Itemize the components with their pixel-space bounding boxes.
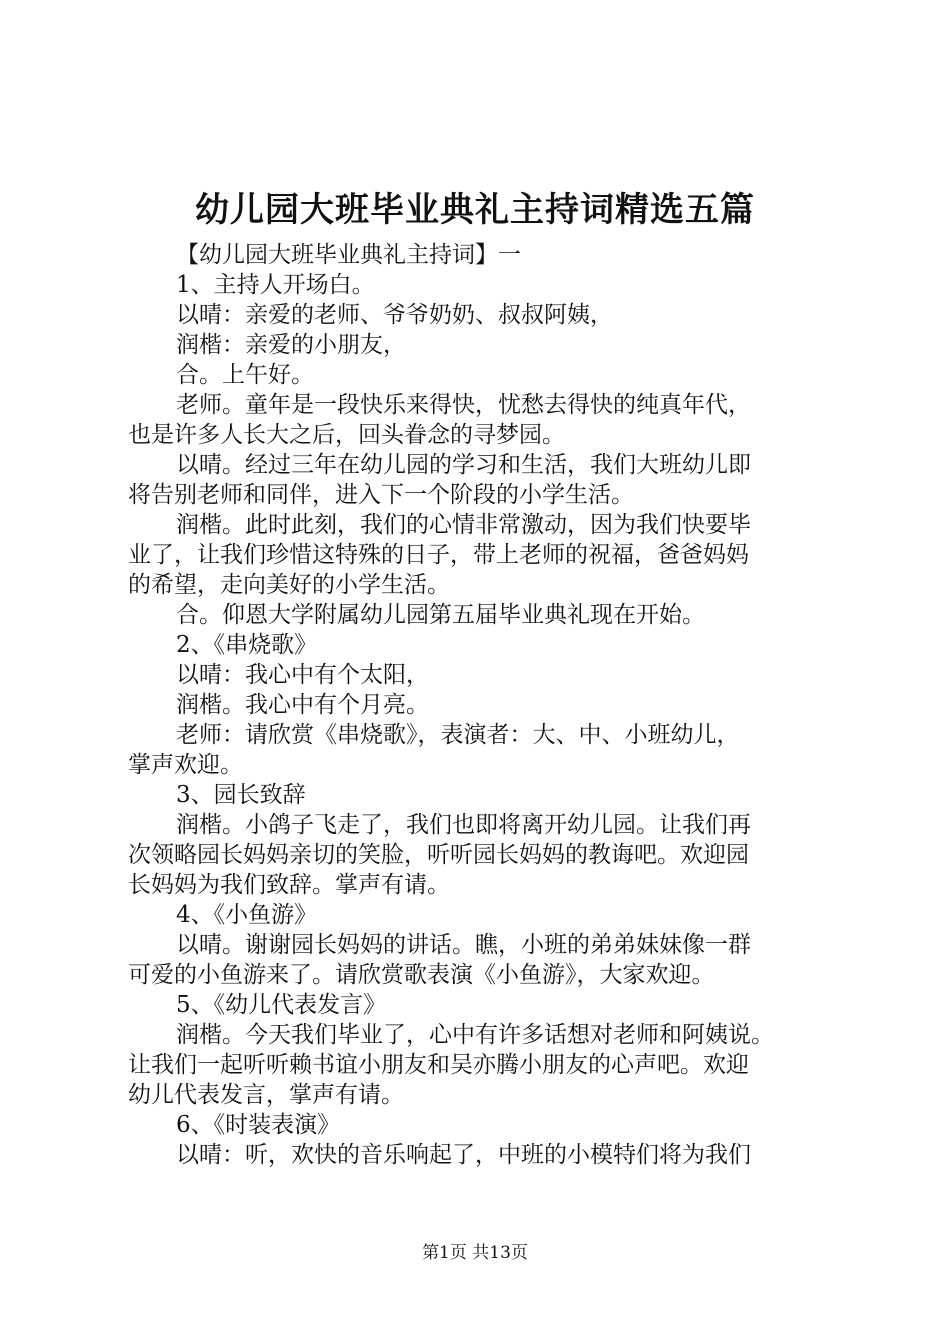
text-line: 合。仰恩大学附属幼儿园第五届毕业典礼现在开始。 xyxy=(176,602,705,628)
document-title: 幼儿园大班毕业典礼主持词精选五篇 xyxy=(195,190,755,230)
text-line: 润楷。今天我们毕业了，心中有许多话想对老师和阿姨说。 xyxy=(176,1022,774,1048)
text-line: 以晴。谢谢园长妈妈的讲话。瞧，小班的弟弟妹妹像一群 xyxy=(176,932,751,958)
text-line: 老师。童年是一段快乐来得快，忧愁去得快的纯真年代， xyxy=(176,392,751,418)
text-line: 润楷。此时此刻，我们的心情非常激动，因为我们快要毕 xyxy=(176,512,751,538)
text-line: 以晴：我心中有个太阳， xyxy=(176,662,429,688)
text-line: 2、《串烧歌》 xyxy=(176,632,318,658)
text-line: 可爱的小鱼游来了。请欣赏歌表演《小鱼游》，大家欢迎。 xyxy=(128,962,715,988)
text-line: 润楷。小鸽子飞走了，我们也即将离开幼儿园。让我们再 xyxy=(176,812,751,838)
page-footer: 第1页 共13页 xyxy=(422,1243,528,1263)
text-line: 6、《时装表演》 xyxy=(176,1112,341,1138)
text-line: 次领略园长妈妈亲切的笑脸，听听园长妈妈的教诲吧。欢迎园 xyxy=(128,842,749,868)
text-line: 以晴：听，欢快的音乐响起了，中班的小模特们将为我们 xyxy=(176,1142,751,1168)
text-line: 业了，让我们珍惜这特殊的日子，带上老师的祝福，爸爸妈妈 xyxy=(128,542,749,568)
text-line: 老师：请欣赏《串烧歌》，表演者：大、中、小班幼儿， xyxy=(176,722,740,748)
text-line: 5、《幼儿代表发言》 xyxy=(176,992,387,1018)
text-line: 3、园长致辞 xyxy=(176,782,306,808)
text-line: 的希望，走向美好的小学生活。 xyxy=(128,572,450,598)
text-line: 让我们一起听听赖书谊小朋友和吴亦腾小朋友的心声吧。欢迎 xyxy=(128,1052,749,1078)
text-line: 4、《小鱼游》 xyxy=(176,902,318,928)
text-line: 幼儿代表发言，掌声有请。 xyxy=(128,1082,404,1108)
text-line: 1、主持人开场白。 xyxy=(176,272,375,298)
text-line: 掌声欢迎。 xyxy=(128,752,243,778)
text-line: 也是许多人长大之后，回头眷念的寻梦园。 xyxy=(128,422,565,448)
document-body xyxy=(128,240,834,1170)
text-line: 以晴。经过三年在幼儿园的学习和生活，我们大班幼儿即 xyxy=(176,452,751,478)
text-line: 润楷：亲爱的小朋友， xyxy=(176,332,406,358)
text-line: 合。上午好。 xyxy=(176,362,314,388)
text-line: 【幼儿园大班毕业典礼主持词】一 xyxy=(176,242,521,268)
text-line: 将告别老师和同伴，进入下一个阶段的小学生活。 xyxy=(128,482,634,508)
text-line: 润楷。我心中有个月亮。 xyxy=(176,692,429,718)
text-line: 以晴：亲爱的老师、爷爷奶奶、叔叔阿姨， xyxy=(176,302,613,328)
text-line: 长妈妈为我们致辞。掌声有请。 xyxy=(128,872,450,898)
